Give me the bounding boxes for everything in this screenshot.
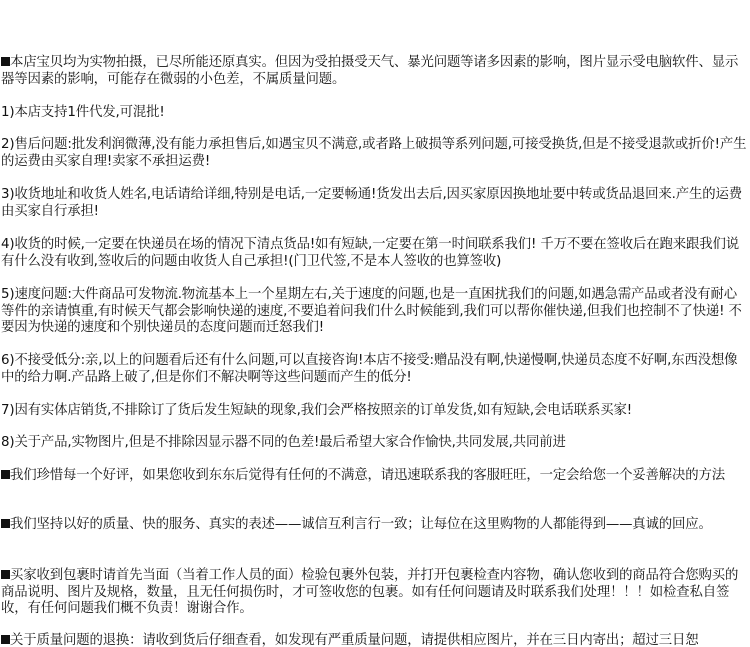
square-bullet-icon — [1, 570, 10, 579]
rule-item: 2)售后问题:批发利润微薄,没有能力承担售后,如遇宝贝不满意,或者路上破损等系列问题,可接受换货,但是不接受退款或折价!产生的运费由买家自理!卖家不承担运费! — [1, 137, 747, 169]
rule-item: 3)收货地址和收货人姓名,电话请给详细,特别是电话,一定要畅通!货发出去后,因买家原因换地址要中转或货品退回来.产生的运费由买家自行承担! — [1, 187, 742, 219]
notice-intro: 本店宝贝均为实物拍摄，已尽所能还原真实。但因为受拍摄受天气、暴光问题等诸多因素的影响，图片显示受电脑软件、显示器等因素的影响，可能存在微弱的小色差，不属质量问题。 — [1, 55, 739, 87]
square-bullet-icon — [1, 57, 10, 66]
rule-item: 7)因有实体店销货,不排除订了货后发生短缺的现象,我们会严格按照亲的订单发货,如有短缺,会电话联系买家! — [1, 403, 632, 418]
commitment-item: 买家收到包裹时请首先当面（当着工作人员的面）检验包裹外包装，并打开包裹检查内容物，确认您收到的商品符合您购买的商品说明、图片及规格，数量，且无任何损伤时，才可签收您的包裹。如有任何问题请及时联系我们处理！！！如检查私自签收，有任何问题我们概不负责！谢谢合作。 — [1, 568, 739, 616]
square-bullet-icon — [1, 635, 10, 644]
rule-item: 8)关于产品,实物图片,但是不排除因显示器不同的色差!最后希望大家合作愉快,共同发展,共同前进 — [1, 435, 566, 450]
commitment-item: 我们坚持以好的质量、快的服务、真实的表述——诚信互利言行一致；让每位在这里购物的人都能得到——真诚的回应。 — [1, 517, 747, 534]
commitment-item: 关于质量问题的退换：请收到货后仔细查看，如发现有严重质量问题，请提供相应图片，并在三日内寄出；超过三日恕 — [1, 633, 747, 647]
rule-item: 4)收货的时候,一定要在快递员在场的情况下清点货品!如有短缺,一定要在第一时间联系我们! 千万不要在签收后在跑来跟我们说有什么没有收到,签收后的问题由收货人自己承担!(门卫代签,不是本人签收的也算签收) — [1, 237, 739, 269]
square-bullet-icon — [1, 470, 10, 479]
rule-item: 5)速度问题:大件商品可发物流.物流基本上一个星期左右,关于速度的问题,也是一直困扰我们的问题,如遇急需产品或者没有耐心等件的亲请慎重,有时候天气都会影响快递的速度,不要追着问我们什么时候能到,我们可以帮你催快递,但我们也控制不了快递! 不要因为快递的速度和个别快递员的态度问题而迁怒我们! — [1, 287, 742, 335]
square-bullet-icon — [1, 519, 10, 528]
rule-item: 6)不接受低分:亲,以上的问题看后还有什么问题,可以直接咨询!本店不接受:赠品没有啊,快递慢啊,快递员态度不好啊,东西没想像中的给力啊.产品路上破了,但是你们不解决啊等这些问题而产生的低分! — [1, 353, 738, 385]
rule-item: 1)本店支持1件代发,可混批! — [1, 105, 165, 120]
commitment-item: 我们珍惜每一个好评，如果您收到东东后觉得有任何的不满意，请迅速联系我的客服旺旺，一定会给您一个妥善解决的方法 — [1, 468, 747, 485]
